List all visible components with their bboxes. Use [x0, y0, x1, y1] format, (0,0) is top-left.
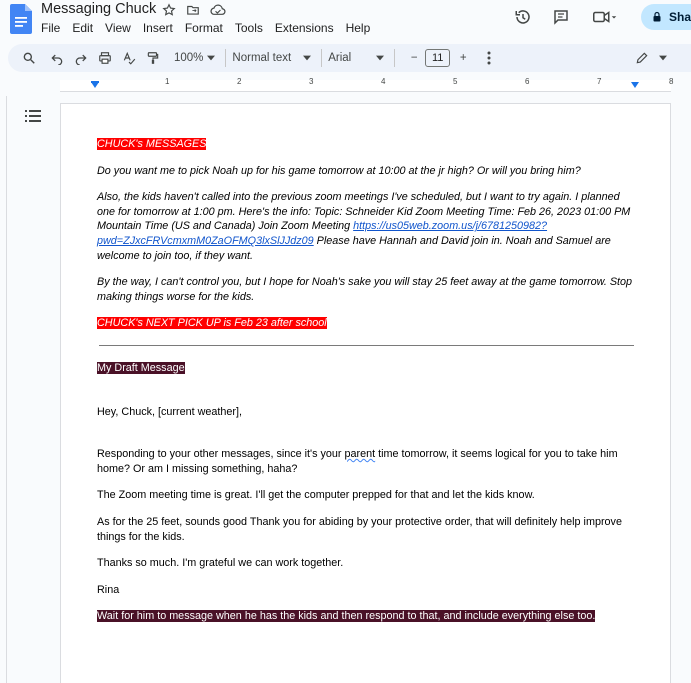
share-label: Sha: [669, 10, 691, 24]
paragraph: [97, 447, 637, 476]
highlighted-heading: CHUCK's NEXT PICK UP is Feb 23 after school: [97, 317, 327, 330]
paragraph: Do you want me to pick Noah up for his game tomorrow at 10:00 at the jr high? Or will you bring him?: [97, 164, 581, 177]
horizontal-ruler[interactable]: [0, 76, 691, 92]
toolbar-divider: [321, 49, 322, 67]
document-title[interactable]: Messaging Chuck: [41, 1, 157, 17]
paragraph: By the way, I can't control you, but I hope for Noah's sake you will stay 25 feet away at the game tomorrow. Stop making things worse for the kids.: [97, 276, 633, 303]
highlighted-note: Wait for him to message when he has the kids and then respond to that, and include everything else too.: [97, 610, 596, 623]
document-body[interactable]: [97, 137, 637, 636]
zoom-link[interactable]: https://us05web.zoom.us/j/6781250982?pwd=ZJxcFRVcmxmM0ZaOFMQ3lxSlJJdz09: [97, 220, 548, 247]
heading-next-pickup: [97, 316, 637, 331]
zoom-select[interactable]: [174, 52, 215, 64]
pencil-icon: [635, 51, 649, 65]
spelling-flag[interactable]: parent: [344, 448, 376, 461]
toolbar: [8, 44, 691, 72]
move-folder-icon[interactable]: [186, 3, 202, 19]
highlighted-heading: My Draft Message: [97, 361, 185, 374]
paragraph-text: Also, the kids haven't called into the previous zoom meetings I've scheduled, but I want to try again. I planned one for tomorrow at 1:00 pm. Here's the info: Topic: Schneider Kid Zoom Meeting Time: Feb 26, 2023 01:00 PM Mountain Time (US and Canada) Join Zoom Meeting: [97, 191, 631, 233]
chevron-down-icon: [303, 55, 311, 61]
title-icons: [162, 3, 226, 19]
document-page[interactable]: [60, 103, 671, 683]
editing-mode-select[interactable]: [635, 51, 667, 65]
ruler-number: 3: [309, 77, 314, 86]
ruler-track: [60, 80, 671, 92]
paragraph: As for the 25 feet, sounds good Thank you for abiding by your protective order, that will definitely help improve things for the kids.: [97, 515, 622, 543]
zoom-value: 100%: [174, 52, 204, 64]
header-actions: [512, 6, 638, 28]
lock-icon: [651, 11, 663, 23]
increase-font-size-button[interactable]: +: [459, 52, 467, 64]
cloud-status-icon[interactable]: [210, 3, 226, 19]
menu-view[interactable]: View: [105, 21, 131, 35]
docs-logo-icon[interactable]: [10, 4, 32, 34]
paragraph: Thanks so much. I'm grateful we can work together.: [97, 557, 344, 570]
menu-insert[interactable]: Insert: [142, 21, 173, 35]
ruler-number: 4: [381, 77, 386, 86]
paragraph: Rina: [97, 583, 120, 596]
vertical-ruler[interactable]: [0, 96, 7, 683]
horizontal-line: [99, 345, 634, 346]
paragraph-text: Please have Hannah and David join in. Noah and Samuel are welcome to join too, if they want.: [97, 234, 611, 262]
decrease-font-size-button[interactable]: −: [410, 52, 418, 64]
ruler-number: 5: [453, 77, 458, 86]
menu-format[interactable]: Format: [184, 21, 223, 35]
left-indent-marker[interactable]: [91, 82, 99, 88]
paragraph-zoom-info: [97, 190, 637, 263]
paint-format-icon[interactable]: [142, 47, 164, 69]
note-paragraph: [97, 609, 637, 624]
toolbar-divider: [394, 49, 395, 67]
chevron-down-icon: [659, 55, 667, 61]
spellcheck-icon[interactable]: [118, 47, 140, 69]
ruler-number: 6: [525, 77, 530, 86]
star-icon[interactable]: [162, 3, 178, 19]
more-options-icon[interactable]: [478, 47, 500, 69]
menu-file[interactable]: File: [41, 21, 61, 35]
ruler-number: 2: [237, 77, 242, 86]
redo-icon[interactable]: [70, 47, 92, 69]
toolbar-divider: [225, 49, 226, 67]
right-indent-marker[interactable]: [631, 82, 639, 88]
paragraph-text: Responding to your other messages, since it's your: [97, 448, 345, 461]
menu-extensions[interactable]: Extensions: [274, 21, 334, 35]
meet-icon[interactable]: [588, 6, 622, 28]
share-button[interactable]: [641, 4, 691, 30]
highlighted-heading: CHUCK's MESSAGES: [97, 138, 207, 150]
comments-icon[interactable]: [550, 6, 572, 28]
heading-draft: [97, 361, 637, 376]
paragraph: Hey, Chuck, [current weather],: [97, 405, 243, 418]
document-outline-icon[interactable]: [25, 109, 41, 123]
ruler-number: 1: [165, 77, 170, 86]
paragraph-style-select[interactable]: [232, 52, 311, 64]
menu-bar: [41, 21, 382, 35]
undo-icon[interactable]: [46, 47, 68, 69]
print-icon[interactable]: [94, 47, 116, 69]
menu-help[interactable]: Help: [345, 21, 371, 35]
ruler-number: 7: [597, 77, 602, 86]
chevron-down-icon: [207, 55, 215, 61]
font-value: Arial: [328, 52, 352, 64]
heading-chucks-messages: [97, 137, 637, 152]
font-size-input[interactable]: 11: [425, 49, 450, 67]
menu-edit[interactable]: Edit: [72, 21, 94, 35]
header: [0, 0, 691, 40]
paragraph: The Zoom meeting time is great. I'll get the computer prepped for that and let the kids know.: [97, 489, 535, 502]
font-select[interactable]: [328, 52, 384, 64]
paragraph-style-value: Normal text: [232, 52, 292, 64]
chevron-down-icon: [376, 55, 384, 61]
search-icon[interactable]: [18, 47, 40, 69]
menu-tools[interactable]: Tools: [234, 21, 263, 35]
paragraph-text: time tomorrow, it seems logical for you to take him home? Or am I missing something, haha?: [97, 448, 618, 475]
ruler-number: 8: [669, 77, 674, 86]
version-history-icon[interactable]: [512, 6, 534, 28]
